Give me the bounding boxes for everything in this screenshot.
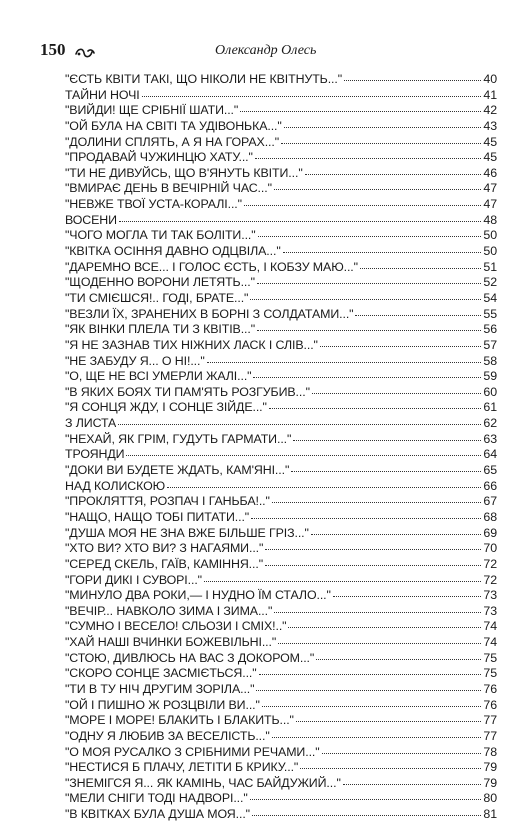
toc-entry-page: 72 [483,572,497,587]
toc-entry-title: "ТИ В ТУ НІЧ ДРУГИМ ЗОРІЛА..." [65,681,255,696]
toc-dot-leader [283,251,481,253]
toc-entry [65,651,497,667]
toc-entry-page: 54 [483,290,497,305]
toc-entry [65,666,497,682]
toc-dot-leader [142,95,481,97]
toc-entry-page: 57 [483,337,497,352]
toc-entry-title: "ДУША МОЯ НЕ ЗНА ВЖЕ БІЛЬШЕ ГРІЗ..." [65,525,309,540]
toc-entry [65,526,497,542]
toc-entry-page: 43 [483,118,497,133]
toc-entry [65,354,497,370]
toc-entry-page: 45 [483,150,497,165]
toc-dot-leader [167,486,481,488]
toc-dot-leader [291,470,481,472]
toc-entry-title: "О, ЩЕ НЕ ВСІ УМЕРЛИ ЖАЛІ..." [65,369,252,384]
toc-dot-leader [252,814,481,816]
toc-entry-page: 55 [483,306,497,321]
toc-dot-leader [256,689,481,691]
toc-entry-page: 66 [483,478,497,493]
toc-entry [65,573,497,589]
toc-entry-page: 77 [483,728,497,743]
toc-entry [65,588,497,604]
toc-entry-title: ТАЙНИ НОЧІ [65,87,140,102]
toc-entry-title: "НЕСТИСЯ Б ПЛАЧУ, ЛЕТІТИ Б КРИКУ..." [65,760,299,775]
toc-entry-page: 48 [483,212,497,227]
toc-entry [65,213,497,229]
toc-entry-title: "СУМНО І ВЕСЕЛО! СЛЬОЗИ І СМІХ!.." [65,619,287,634]
toc-entry-title: "ПРОКЛЯТТЯ, РОЗПАЧ І ГАНЬБА!.." [65,494,270,509]
toc-entry [65,760,497,776]
toc-entry-page: 80 [483,791,497,806]
toc-entry-title: "КВІТКА ОСІННЯ ДАВНО ОДЦВІЛА..." [65,244,281,259]
toc-entry-title: "ПРОДАВАЙ ЧУЖИНЦЮ ХАТУ..." [65,150,253,165]
toc-entry [65,291,497,307]
toc-entry-page: 73 [483,588,497,603]
toc-dot-leader [274,611,481,613]
toc-dot-leader [244,204,481,206]
toc-entry [65,307,497,323]
toc-entry [65,150,497,166]
toc-dot-leader [343,783,481,785]
toc-entry-title: ВОСЕНИ [65,212,117,227]
toc-entry-page: 67 [483,494,497,509]
toc-entry [65,369,497,385]
toc-dot-leader [355,314,481,316]
toc-entry [65,385,497,401]
toc-entry-title: "НЕВЖЕ ТВОЇ УСТА-КОРАЛІ..." [65,197,242,212]
toc-entry-page: 64 [483,447,497,462]
toc-dot-leader [278,642,481,644]
toc-entry-page: 52 [483,275,497,290]
toc-entry [65,338,497,354]
toc-entry-title: "Я НЕ ЗАЗНАВ ТИХ НІЖНИХ ЛАСК І СЛІВ..." [65,337,318,352]
toc-entry-title: "ВМИРАЄ ДЕНЬ В ВЕЧІРНІЙ ЧАС..." [65,181,272,196]
toc-dot-leader [262,705,481,707]
toc-dot-leader [257,329,481,331]
toc-entry-title: "МИНУЛО ДВА РОКИ,— І НУДНО ЇМ СТАЛО..." [65,588,331,603]
toc-entry [65,166,497,182]
toc-entry-page: 47 [483,181,497,196]
toc-entry [65,181,497,197]
toc-entry [65,88,497,104]
toc-entry-page: 79 [483,760,497,775]
toc-dot-leader [312,392,481,394]
toc-dot-leader [269,407,481,409]
toc-entry-title: "НАЩО, НАЩО ТОБІ ПИТАТИ..." [65,509,250,524]
toc-entry [65,791,497,807]
toc-dot-leader [258,235,481,237]
toc-dot-leader [322,752,481,754]
page-header [40,40,497,62]
toc-dot-leader [274,188,481,190]
toc-entry-title: "ДАРЕМНО ВСЕ... І ГОЛОС ЄСТЬ, І КОБЗУ МАЮ..." [65,259,358,274]
page-number: 150 [40,40,66,59]
swirl-ornament-icon [75,46,95,58]
toc-dot-leader [126,454,481,456]
toc-entry-page: 51 [483,259,497,274]
toc-entry-page: 70 [483,541,497,556]
toc-dot-leader [251,517,481,519]
toc-entry-title: "НЕ ЗАБУДУ Я... О НІ!..." [65,353,205,368]
toc-entry [65,479,497,495]
toc-entry-page: 60 [483,384,497,399]
toc-entry-page: 76 [483,681,497,696]
toc-entry-title: "ХТО ВИ? ХТО ВИ? З НАГАЯМИ..." [65,541,264,556]
toc-dot-leader [281,142,481,144]
toc-entry-page: 42 [483,103,497,118]
toc-entry-page: 79 [483,775,497,790]
toc-entry-title: "ОЙ І ПИШНО Ж РОЗЦВІЛИ ВИ..." [65,697,260,712]
toc-entry-title: "ОЙ БУЛА НА СВІТІ ТА УДІВОНЬКА..." [65,118,282,133]
toc-entry [65,103,497,119]
toc-entry-title: "ВЕЧІР... НАВКОЛО ЗИМА І ЗИМА..." [65,603,273,618]
toc-entry-page: 68 [483,509,497,524]
toc-entry [65,713,497,729]
toc-entry-title: "ДОКИ ВИ БУДЕТЕ ЖДАТЬ, КАМ'ЯНІ..." [65,463,290,478]
toc-entry [65,228,497,244]
toc-dot-leader [272,736,481,738]
toc-dot-leader [207,361,481,363]
toc-entry-title: "ГОРИ ДИКІ І СУВОРІ..." [65,572,202,587]
toc-dot-leader [118,423,481,425]
toc-entry-page: 62 [483,416,497,431]
toc-dot-leader [333,595,481,597]
toc-entry [65,557,497,573]
toc-entry-title: "ЩОДЕННО ВОРОНИ ЛЕТЯТЬ..." [65,275,255,290]
toc-entry-title: "ВИЙДИ! ЩЕ СРІБНІЇ ШАТИ..." [65,103,239,118]
toc-entry-title: "ОДНУ Я ЛЮБИВ ЗА ВЕСЕЛІСТЬ..." [65,728,270,743]
toc-entry-title: НАД КОЛИСКОЮ [65,478,166,493]
toc-dot-leader [316,658,481,660]
toc-entry-page: 74 [483,635,497,650]
toc-entry [65,729,497,745]
toc-entry-title: "НЕХАЙ, ЯК ГРІМ, ГУДУТЬ ГАРМАТИ..." [65,431,292,446]
toc-entry-title: "СТОЮ, ДИВЛЮСЬ НА ВАС З ДОКОРОМ..." [65,650,315,665]
toc-dot-leader [265,564,481,566]
toc-entry [65,244,497,260]
toc-dot-leader [284,126,481,128]
toc-entry-page: 75 [483,666,497,681]
toc-entry-page: 75 [483,650,497,665]
toc-dot-leader [344,79,481,81]
toc-entry [65,322,497,338]
toc-entry [65,745,497,761]
toc-entry-page: 46 [483,165,497,180]
toc-entry-title: "ЧОГО МОГЛА ТИ ТАК БОЛІТИ..." [65,228,256,243]
toc-entry-page: 56 [483,322,497,337]
toc-entry-title: "СКОРО СОНЦЕ ЗАСМІЄТЬСЯ..." [65,666,257,681]
toc-entry-title: "В ЯКИХ БОЯХ ТИ ПАМ'ЯТЬ РОЗГУБИВ..." [65,384,310,399]
toc-entry-title: "МЕЛИ СНІГИ ТОДІ НАДВОРІ..." [65,791,248,806]
toc-entry [65,432,497,448]
toc-dot-leader [265,548,481,550]
toc-entry [65,494,497,510]
toc-dot-leader [272,501,481,503]
toc-dot-leader [253,376,481,378]
toc-entry-page: 76 [483,697,497,712]
toc-entry [65,682,497,698]
toc-entry-page: 72 [483,556,497,571]
toc-entry-title: "ТИ СМІЄШСЯ!.. ГОДІ, БРАТЕ..." [65,290,249,305]
toc-entry-page: 45 [483,134,497,149]
toc-dot-leader [240,110,481,112]
toc-entry-title: "ЄСТЬ КВІТИ ТАКІ, ЩО НІКОЛИ НЕ КВІТНУТЬ..." [65,72,343,86]
toc-entry-page: 58 [483,353,497,368]
toc-entry [65,463,497,479]
toc-entry-page: 65 [483,463,497,478]
toc-entry [65,698,497,714]
toc-entry [65,635,497,651]
toc-entry [65,619,497,635]
toc-entry-title: "О МОЯ РУСАЛКО З СРІБНИМИ РЕЧАМИ..." [65,744,320,759]
toc-entry [65,275,497,291]
toc-entry-title: "ХАЙ НАШІ ВЧИНКИ БОЖЕВІЛЬНІ..." [65,635,277,650]
toc-entry [65,260,497,276]
toc-dot-leader [296,720,481,722]
toc-entry-page: 50 [483,228,497,243]
toc-entry [65,447,497,463]
toc-entry-page: 40 [483,72,497,86]
toc-dot-leader [259,673,481,675]
toc-entry-title: З ЛИСТА [65,416,117,431]
toc-entry-title: "СЕРЕД СКЕЛЬ, ГАЇВ, КАМІННЯ..." [65,556,264,571]
toc-entry-title: "ВЕЗЛИ ЇХ, ЗРАНЕНИХ В БОРНІ З СОЛДАТАМИ..." [65,306,354,321]
toc-entry-page: 69 [483,525,497,540]
toc-entry [65,135,497,151]
toc-entry-title: ТРОЯНДИ [65,447,125,462]
toc-entry-page: 50 [483,244,497,259]
toc-dot-leader [305,173,481,175]
toc-entry-page: 77 [483,713,497,728]
toc-entry-page: 41 [483,87,497,102]
toc-entry-title: "ТИ НЕ ДИВУЙСЬ, ЩО В'ЯНУТЬ КВІТИ..." [65,165,303,180]
toc-entry-page: 61 [483,400,497,415]
toc-entry-title: "ЗНЕМІГСЯ Я... ЯК КАМІНЬ, ЧАС БАЙДУЖИЙ..." [65,775,341,790]
toc-entry-page: 81 [483,807,497,822]
toc-entry-page: 74 [483,619,497,634]
toc-entry [65,776,497,792]
toc-dot-leader [311,533,481,535]
toc-dot-leader [250,298,481,300]
toc-entry [65,119,497,135]
toc-entry-title: "ЯК ВІНКИ ПЛЕЛА ТИ З КВІТІВ..." [65,322,256,337]
running-head-author: Олександр Олесь [215,43,317,58]
toc-entry-page: 63 [483,431,497,446]
toc-entry-title: "В КВІТКАХ БУЛА ДУША МОЯ..." [65,807,250,822]
toc-dot-leader [255,157,481,159]
toc-entry [65,197,497,213]
toc-entry-title: "ДОЛИНИ СПЛЯТЬ, А Я НА ГОРАХ..." [65,134,280,149]
toc-entry-title: "МОРЕ І МОРЕ! БЛАКИТЬ І БЛАКИТЬ..." [65,713,294,728]
table-of-contents [65,72,497,823]
toc-dot-leader [320,345,481,347]
toc-entry [65,416,497,432]
toc-entry-title: "Я СОНЦЯ ЖДУ, І СОНЦЕ ЗІЙДЕ..." [65,400,267,415]
toc-entry [65,510,497,526]
toc-dot-leader [257,282,481,284]
toc-entry [65,400,497,416]
toc-dot-leader [288,626,481,628]
toc-dot-leader [250,798,481,800]
toc-dot-leader [204,580,481,582]
toc-entry [65,807,497,823]
toc-entry-page: 59 [483,369,497,384]
toc-entry-page: 73 [483,603,497,618]
toc-entry [65,72,497,88]
toc-dot-leader [293,439,481,441]
toc-entry-page: 47 [483,197,497,212]
toc-entry-page: 78 [483,744,497,759]
toc-dot-leader [360,267,481,269]
toc-entry [65,541,497,557]
toc-entry [65,604,497,620]
toc-dot-leader [119,220,481,222]
